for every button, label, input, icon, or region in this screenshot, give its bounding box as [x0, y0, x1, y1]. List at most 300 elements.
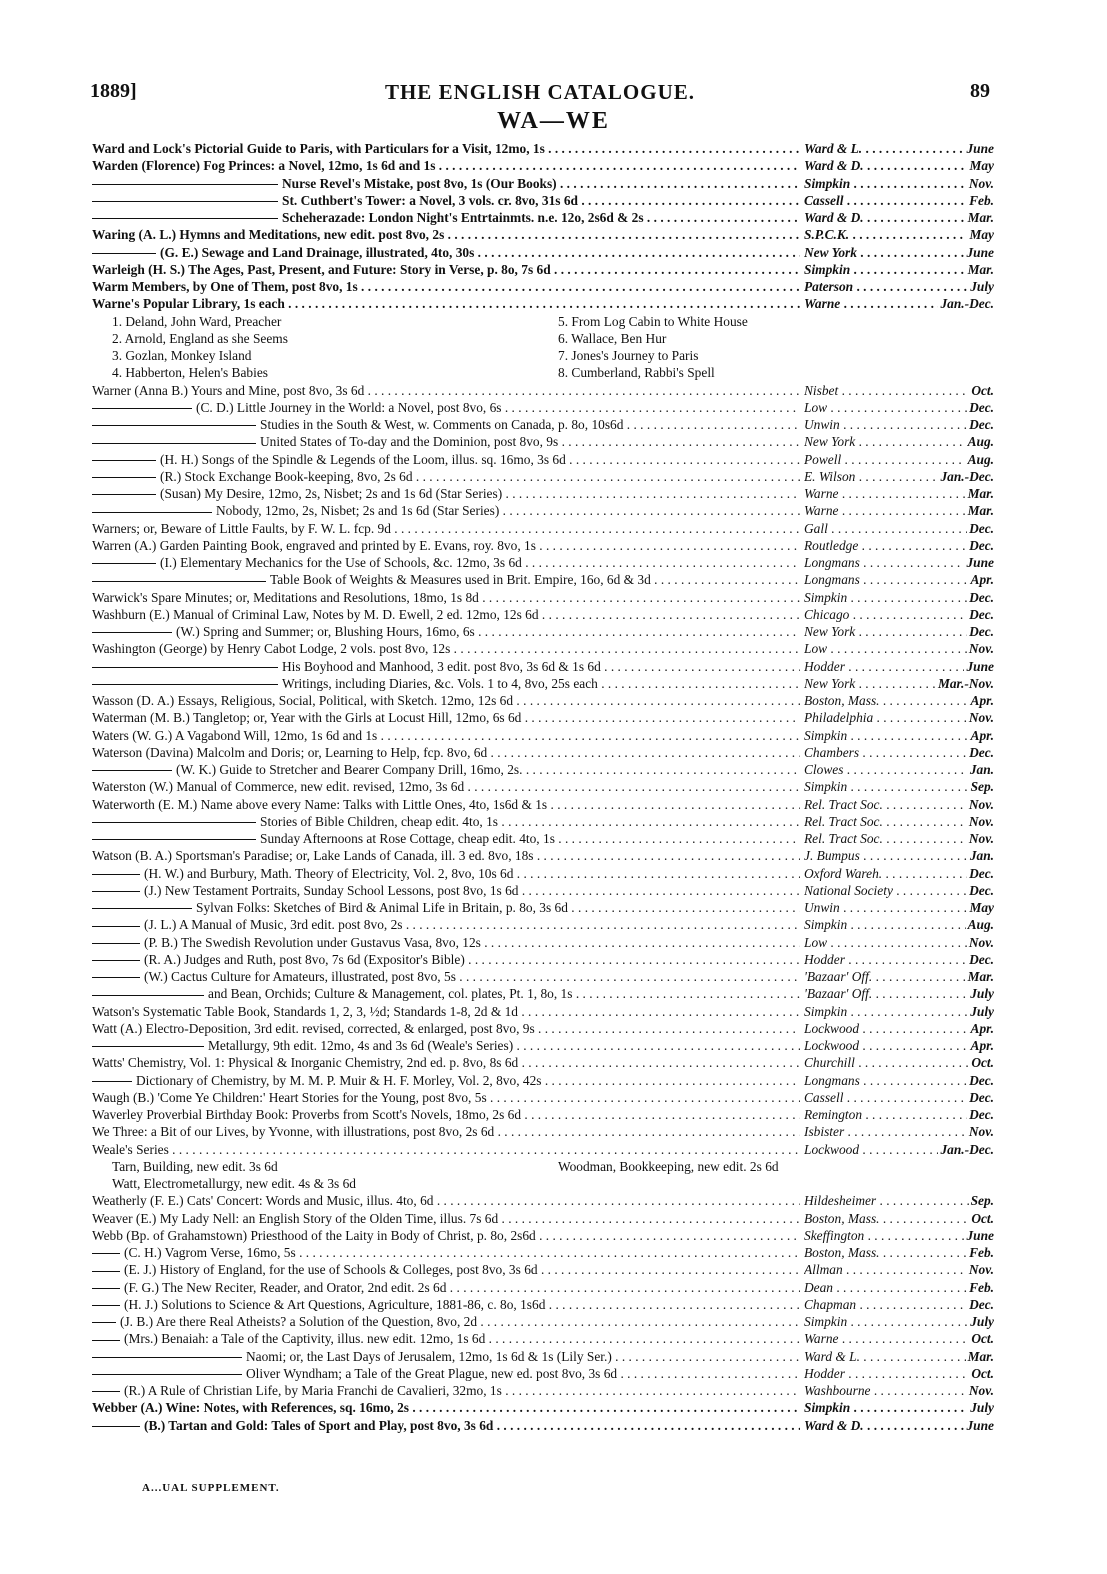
ditto-rule — [92, 1271, 120, 1272]
entry-publisher: Warne . . . — [804, 1330, 994, 1347]
entry-description — [92, 640, 800, 657]
sub-list-item: 5. From Log Cabin to White House — [558, 313, 748, 329]
catalogue-entry — [92, 847, 994, 864]
entry-description — [92, 623, 800, 640]
entry-description — [92, 985, 800, 1002]
entry-publisher: Chapman . . . — [804, 1296, 994, 1313]
catalogue-entry — [92, 882, 994, 899]
entry-text: (C. D.) Little Journey in the World: a Novel, post 8vo, 6s — [196, 399, 502, 415]
ditto-rule — [92, 1357, 242, 1358]
entry-date: Oct. — [971, 382, 994, 398]
ditto-rule — [92, 943, 140, 944]
entry-publisher: Chambers . . . — [804, 744, 994, 761]
entry-publisher: Hildesheimer . . . — [804, 1192, 994, 1209]
entry-publisher: Unwin . . . — [804, 416, 994, 433]
entry-date: Apr. — [970, 1038, 994, 1053]
entry-text: (R.) A Rule of Christian Life, by Maria Franchi de Cavalieri, 32mo, 1s — [124, 1383, 502, 1398]
entry-text: Waters (W. G.) A Vagabond Will, 12mo, 1s 6d and 1s — [92, 727, 378, 743]
ditto-rule — [92, 770, 172, 771]
sub-list-row — [92, 364, 994, 381]
entry-date: Dec. — [969, 537, 994, 553]
entry-description — [92, 1261, 800, 1278]
entry-description — [92, 1296, 800, 1313]
page-number: 89 — [970, 80, 990, 102]
catalogue-entry — [92, 916, 994, 933]
entry-text: Nobody, 12mo, 2s, Nisbet; 2s and 1s 6d (Star Series) — [216, 503, 500, 519]
catalogue-entry — [92, 1382, 994, 1399]
entry-text: (H. J.) Solutions to Science & Art Questions, Agriculture, 1881-86, c. 8o, 1s6d — [124, 1296, 546, 1312]
entry-publisher: Warne . . . — [804, 502, 994, 519]
catalogue-entry — [92, 1020, 994, 1037]
ditto-rule — [92, 1305, 120, 1306]
entry-text: Table Book of Weights & Measures used in Brit. Empire, 16o, 6d & 3d — [270, 572, 651, 588]
catalogue-entry — [92, 1210, 994, 1227]
entry-description — [92, 934, 800, 951]
entry-text: Waring (A. L.) Hymns and Meditations, new edit. post 8vo, 2s — [92, 227, 445, 243]
sub-list-row — [92, 1175, 994, 1192]
entry-date: Mar. — [967, 969, 994, 984]
entry-date: Aug. — [967, 434, 994, 450]
entry-text: (W. K.) Guide to Stretcher and Bearer Company Drill, 16mo, 2s. — [176, 762, 523, 777]
entry-description — [92, 278, 800, 295]
entry-description — [92, 382, 800, 399]
entry-text: (Mrs.) Benaiah: a Tale of the Captivity, illus. new edit. 12mo, 1s 6d — [124, 1331, 486, 1347]
entry-date: Aug. — [967, 451, 994, 467]
entry-text: Webb (Bp. of Grahamstown) Priesthood of the Laity in Body of Christ, p. 8o, 2s6d — [92, 1227, 536, 1243]
catalogue-entry — [92, 244, 994, 261]
entry-text: (R.) Stock Exchange Book-keeping, 8vo, 2s 6d — [160, 468, 413, 484]
entry-text: (W.) Cactus Culture for Amateurs, illustrated, post 8vo, 5s — [144, 969, 456, 984]
entry-publisher: Gall . . . — [804, 520, 994, 537]
ditto-rule — [92, 1081, 132, 1082]
entry-publisher: Washbourne . . . — [804, 1382, 994, 1399]
entry-date: Nov. — [968, 1383, 994, 1398]
catalogue-entry — [92, 813, 994, 830]
entry-text: Warner (Anna B.) Yours and Mine, post 8vo, 3s 6d — [92, 382, 365, 398]
catalogue-entries — [92, 140, 994, 1434]
entry-publisher: Cassell . . . — [804, 1089, 994, 1106]
entry-text: Stories of Bible Children, cheap edit. 4to, 1s — [260, 813, 499, 829]
ditto-rule — [92, 1253, 120, 1254]
sub-list-row — [92, 347, 994, 364]
entry-description — [92, 606, 800, 623]
entry-description — [92, 554, 800, 571]
catalogue-entry — [92, 1313, 994, 1330]
catalogue-entry — [92, 226, 994, 243]
entry-description — [92, 537, 800, 554]
ditto-rule — [92, 1391, 120, 1392]
catalogue-entry — [92, 140, 994, 157]
entry-publisher: Ward & D. . . . — [804, 157, 994, 174]
entry-description — [92, 899, 800, 916]
entry-date: Dec. — [969, 951, 994, 967]
catalogue-entry — [92, 1037, 994, 1054]
entry-description — [92, 192, 800, 209]
entry-description — [92, 1020, 800, 1037]
entry-description — [92, 175, 800, 192]
catalogue-entry — [92, 640, 994, 657]
entry-description — [92, 1227, 800, 1244]
ditto-rule — [92, 408, 192, 409]
entry-description — [92, 968, 800, 985]
catalogue-entry — [92, 1003, 994, 1020]
entry-text: Warleigh (H. S.) The Ages, Past, Present, and Future: Story in Verse, p. 8o, 7s 6d — [92, 261, 551, 277]
catalogue-entry — [92, 830, 994, 847]
entry-description — [92, 1106, 800, 1123]
entry-text: Warners; or, Beware of Little Faults, by F. W. L. fcp. 9d — [92, 520, 391, 536]
entry-publisher: National Society . . . — [804, 882, 994, 899]
entry-publisher: Low . . . — [804, 640, 994, 657]
catalogue-entry — [92, 192, 994, 209]
entry-publisher: Hodder . . . — [804, 951, 994, 968]
catalogue-entry — [92, 157, 994, 174]
entry-date: Dec. — [969, 606, 994, 622]
entry-publisher: Low . . . — [804, 399, 994, 416]
entry-date: Dec. — [969, 865, 994, 881]
section-heading: WA—WE — [497, 108, 610, 134]
entry-date: July — [970, 1314, 994, 1329]
entry-text: Waterston (W.) Manual of Commerce, new edit. revised, 12mo, 3s 6d — [92, 779, 465, 795]
entry-date: June — [966, 141, 994, 156]
entry-description — [92, 692, 800, 709]
entry-date: Mar. — [967, 503, 994, 519]
catalogue-entry — [92, 1261, 994, 1278]
entry-text: Waterworth (E. M.) Name above every Name: Talks with Little Ones, 4to, 1s6d & 1s — [92, 796, 548, 812]
catalogue-entry — [92, 537, 994, 554]
entry-text: Warden (Florence) Fog Princes: a Novel, 12mo, 1s 6d and 1s — [92, 158, 436, 174]
catalogue-entry — [92, 1123, 994, 1140]
entry-date: Apr. — [970, 1020, 994, 1036]
sub-list-row — [92, 1158, 994, 1175]
entry-date: Nov. — [968, 710, 994, 726]
catalogue-entry — [92, 899, 994, 916]
ditto-rule — [92, 632, 172, 633]
catalogue-entry — [92, 1279, 994, 1296]
catalogue-entry — [92, 778, 994, 795]
entry-publisher: J. Bumpus . . . — [804, 847, 994, 864]
entry-date: Nov. — [968, 1262, 994, 1278]
catalogue-entry — [92, 968, 994, 985]
catalogue-entry — [92, 1192, 994, 1209]
catalogue-entry — [92, 416, 994, 433]
entry-description — [92, 485, 800, 502]
entry-date: Jan.-Dec. — [940, 1141, 994, 1157]
ditto-rule — [92, 926, 140, 927]
catalogue-entry — [92, 951, 994, 968]
ditto-rule — [92, 512, 212, 513]
entry-date: June — [966, 658, 994, 674]
entry-date: Dec. — [969, 589, 994, 605]
entry-text: Waterman (M. B.) Tangletop; or, Year with the Girls at Locust Hill, 12mo, 6s 6d — [92, 710, 522, 726]
entry-publisher: Lockwood . . . — [804, 1020, 994, 1037]
catalogue-entry — [92, 554, 994, 571]
entry-text: (P. B.) The Swedish Revolution under Gustavus Vasa, 8vo, 12s — [144, 934, 481, 950]
entry-date: July — [970, 1003, 994, 1019]
entry-description — [92, 589, 800, 606]
entry-text: Ward and Lock's Pictorial Guide to Paris, with Particulars for a Visit, 12mo, 1s — [92, 141, 545, 156]
entry-date: Nov. — [968, 831, 994, 846]
entry-text: (Susan) My Desire, 12mo, 2s, Nisbet; 2s and 1s 6d (Star Series) — [160, 486, 503, 501]
ditto-rule — [92, 218, 278, 219]
sub-list-item: Woodman, Bookkeeping, new edit. 2s 6d — [558, 1158, 779, 1174]
entry-description — [92, 778, 800, 795]
entry-text: St. Cuthbert's Tower: a Novel, 3 vols. cr. 8vo, 31s 6d — [282, 192, 578, 208]
entry-description — [92, 468, 800, 485]
entry-text: and Bean, Orchids; Culture & Management, col. plates, Pt. 1, 8o, 1s — [208, 986, 573, 1002]
entry-text: United States of To-day and the Dominion, post 8vo, 9s — [260, 434, 559, 450]
entry-description — [92, 813, 800, 830]
entry-date: July — [970, 986, 994, 1002]
entry-description — [92, 847, 800, 864]
entry-publisher: New York . . . — [804, 623, 994, 640]
entry-date: Dec. — [969, 1107, 994, 1122]
entry-date: Dec. — [969, 882, 994, 898]
catalogue-entry — [92, 261, 994, 278]
entry-text: Studies in the South & West, w. Comments on Canada, p. 8o, 10s6d — [260, 417, 624, 432]
entry-date: Nov. — [968, 934, 994, 950]
ditto-rule — [92, 1322, 116, 1323]
entry-date: June — [966, 555, 994, 570]
entry-date: Oct. — [971, 1055, 994, 1071]
entry-publisher: Lockwood . . . — [804, 1141, 994, 1158]
catalogue-entry — [92, 468, 994, 485]
entry-date: Mar. — [967, 1348, 994, 1364]
entry-publisher: Cassell . . . — [804, 192, 994, 209]
entry-text: Watson (B. A.) Sportsman's Paradise; or, Lake Lands of Canada, ill. 3 ed. 8vo, 18s — [92, 848, 534, 864]
entry-publisher: Nisbet . . . — [804, 382, 994, 399]
entry-publisher: New York . . . — [804, 244, 994, 261]
catalogue-entry — [92, 744, 994, 761]
entry-date: Nov. — [968, 813, 994, 829]
catalogue-entry — [92, 571, 994, 588]
catalogue-entry — [92, 796, 994, 813]
catalogue-entry — [92, 451, 994, 468]
ditto-rule — [92, 1340, 120, 1341]
entry-description — [92, 520, 800, 537]
entry-text: (J. L.) A Manual of Music, 3rd edit. post 8vo, 2s — [144, 917, 403, 933]
entry-description — [92, 951, 800, 968]
entry-publisher: Ward & L. . . . — [804, 140, 994, 157]
entry-text: Warwick's Spare Minutes; or, Meditations and Resolutions, 18mo, 1s 8d — [92, 589, 479, 605]
catalogue-entry — [92, 1227, 994, 1244]
entry-publisher: Hodder . . . — [804, 1365, 994, 1382]
entry-publisher: 'Bazaar' Off. . . . — [804, 985, 994, 1002]
sub-list-item: 2. Arnold, England as she Seems — [112, 330, 288, 346]
entry-description — [92, 916, 800, 933]
entry-text: Warren (A.) Garden Painting Book, engraved and printed by E. Evans, roy. 8vo, 1s — [92, 537, 536, 553]
entry-date: Jan. — [969, 848, 994, 864]
entry-publisher: Warne . . . — [804, 485, 994, 502]
entry-publisher: Remington . . . — [804, 1106, 994, 1123]
entry-publisher: Ward & L. . . . — [804, 1348, 994, 1365]
catalogue-entry — [92, 589, 994, 606]
entry-text: Weaver (E.) My Lady Nell: an English Story of the Olden Time, illus. 7s 6d — [92, 1210, 499, 1226]
entry-publisher: Powell . . . — [804, 451, 994, 468]
entry-description — [92, 744, 800, 761]
entry-description — [92, 1123, 800, 1140]
entry-publisher: Simpkin . . . — [804, 778, 994, 795]
entry-publisher: Simpkin . . . — [804, 727, 994, 744]
catalogue-entry — [92, 520, 994, 537]
entry-description — [92, 1141, 800, 1158]
catalogue-entry — [92, 675, 994, 692]
entry-date: June — [966, 244, 994, 260]
ditto-rule — [92, 874, 140, 875]
entry-description — [92, 1089, 800, 1106]
entry-date: July — [970, 279, 994, 294]
entry-publisher: E. Wilson . . . — [804, 468, 994, 485]
entry-text: Oliver Wyndham; a Tale of the Great Plague, new ed. post 8vo, 3s 6d — [246, 1365, 618, 1381]
entry-date: May — [969, 158, 994, 174]
catalogue-entry — [92, 1399, 994, 1416]
entry-date: Jan.-Dec. — [940, 296, 994, 312]
entry-date: Nov. — [968, 175, 994, 191]
entry-publisher: Clowes . . . — [804, 761, 994, 778]
catalogue-entry — [92, 865, 994, 882]
entry-date: Apr. — [970, 572, 994, 588]
ditto-rule — [92, 1426, 140, 1427]
ditto-rule — [92, 1374, 242, 1375]
sub-list-item: 7. Jones's Journey to Paris — [558, 348, 699, 363]
catalogue-entry — [92, 606, 994, 623]
entry-text: Weatherly (F. E.) Cats' Concert: Words and Music, illus. 4to, 6d — [92, 1193, 434, 1209]
entry-description — [92, 1382, 800, 1399]
entry-text: Wasson (D. A.) Essays, Religious, Social, Political, with Sketch. 12mo, 12s 6d — [92, 693, 514, 708]
catalogue-entry — [92, 1089, 994, 1106]
entry-date: Dec. — [969, 1072, 994, 1088]
catalogue-entry — [92, 502, 994, 519]
entry-date: Dec. — [969, 1296, 994, 1312]
entry-publisher: Boston, Mass. . . . — [804, 692, 994, 709]
entry-description — [92, 1054, 800, 1071]
entry-date: Aug. — [967, 917, 994, 933]
entry-publisher: Rel. Tract Soc. . . . — [804, 813, 994, 830]
ditto-rule — [92, 977, 140, 978]
entry-text: Scheherazade: London Night's Entrtainmts. n.e. 12o, 2s6d & 2s — [282, 210, 644, 225]
entry-text: (J. B.) Are there Real Atheists? a Solution of the Question, 8vo, 2d — [120, 1314, 478, 1329]
catalogue-entry — [92, 934, 994, 951]
entry-text: Metallurgy, 9th edit. 12mo, 4s and 3s 6d (Weale's Series) — [208, 1038, 514, 1053]
entry-publisher: Churchill . . . — [804, 1054, 994, 1071]
catalogue-entry — [92, 727, 994, 744]
entry-date: Oct. — [971, 1365, 994, 1381]
entry-description — [92, 140, 800, 157]
entry-description — [92, 261, 800, 278]
catalogue-entry — [92, 1244, 994, 1261]
entry-publisher: Simpkin . . . — [804, 589, 994, 606]
entry-date: June — [966, 1227, 994, 1243]
catalogue-entry — [92, 1072, 994, 1089]
entry-description — [92, 1244, 800, 1261]
entry-description — [92, 1072, 800, 1089]
entry-text: Watt (A.) Electro-Deposition, 3rd edit. revised, corrected, & enlarged, post 8vo, 9s — [92, 1020, 535, 1036]
catalogue-entry — [92, 1348, 994, 1365]
ditto-rule — [92, 563, 156, 564]
header-year: 1889] — [90, 80, 137, 102]
entry-description — [92, 244, 800, 261]
entry-description — [92, 209, 800, 226]
entry-publisher: Warne . . . — [804, 295, 994, 312]
entry-date: Nov. — [968, 1124, 994, 1140]
ditto-rule — [92, 477, 156, 478]
entry-date: Nov. — [968, 796, 994, 812]
entry-publisher: Paterson . . . — [804, 278, 994, 295]
ditto-rule — [92, 443, 256, 444]
entry-publisher: Longmans . . . — [804, 554, 994, 571]
catalogue-entry — [92, 1296, 994, 1313]
entry-text: (J.) New Testament Portraits, Sunday School Lessons, post 8vo, 1s 6d — [144, 882, 519, 898]
entry-publisher: Simpkin . . . — [804, 1003, 994, 1020]
ditto-rule — [92, 1288, 120, 1289]
entry-text: Watts' Chemistry, Vol. 1: Physical & Inorganic Chemistry, 2nd ed. p. 8vo, 8s 6d — [92, 1055, 519, 1071]
entry-description — [92, 433, 800, 450]
entry-description — [92, 882, 800, 899]
entry-date: Apr. — [970, 693, 994, 708]
ditto-rule — [92, 839, 256, 840]
ditto-rule — [92, 667, 278, 668]
entry-description — [92, 1279, 800, 1296]
entry-text: (G. E.) Sewage and Land Drainage, illustrated, 4to, 30s — [160, 244, 475, 260]
entry-date: Oct. — [971, 1210, 994, 1226]
sub-list-item: Tarn, Building, new edit. 3s 6d — [112, 1158, 278, 1174]
entry-publisher: Rel. Tract Soc. . . . — [804, 796, 994, 813]
entry-date: Dec. — [969, 744, 994, 760]
entry-text: (I.) Elementary Mechanics for the Use of Schools, &c. 12mo, 3s 6d — [160, 555, 522, 570]
ditto-rule — [92, 1046, 204, 1047]
catalogue-entry — [92, 709, 994, 726]
ditto-rule — [92, 581, 266, 582]
entry-description — [92, 1037, 800, 1054]
ditto-rule — [92, 425, 256, 426]
entry-text: (C. H.) Vagrom Verse, 16mo, 5s — [124, 1245, 296, 1260]
entry-text: (H. W.) and Burbury, Math. Theory of Electricity, Vol. 2, 8vo, 10s 6d — [144, 865, 514, 881]
entry-description — [92, 451, 800, 468]
sub-list-item: 6. Wallace, Ben Hur — [558, 330, 667, 346]
entry-publisher: Philadelphia . . . — [804, 709, 994, 726]
entry-description — [92, 761, 800, 778]
entry-date: Sep. — [970, 1193, 994, 1209]
entry-date: Sep. — [970, 779, 994, 795]
entry-date: Feb. — [969, 1279, 994, 1295]
catalogue-entry — [92, 1417, 994, 1434]
ditto-rule — [92, 460, 156, 461]
ditto-rule — [92, 908, 192, 909]
entry-publisher: New York . . . — [804, 675, 994, 692]
entry-description — [92, 658, 800, 675]
entry-description — [92, 399, 800, 416]
entry-description — [92, 1417, 800, 1434]
catalogue-entry — [92, 1330, 994, 1347]
sub-list-row — [92, 313, 994, 330]
entry-text: Sylvan Folks: Sketches of Bird & Animal Life in Britain, p. 8o, 3s 6d — [196, 900, 568, 915]
entry-publisher: Simpkin . . . — [804, 175, 994, 192]
entry-text: Writings, including Diaries, &c. Vols. 1 to 4, 8vo, 25s each — [282, 675, 598, 691]
entry-date: Mar. — [967, 486, 994, 501]
entry-publisher: Skeffington . . . — [804, 1227, 994, 1244]
entry-publisher: New York . . . — [804, 433, 994, 450]
entry-date: Dec. — [969, 1089, 994, 1105]
entry-date: Jan. — [969, 762, 994, 777]
entry-date: Jan.-Dec. — [940, 468, 994, 484]
catalogue-entry — [92, 209, 994, 226]
entry-description — [92, 416, 800, 433]
entry-text: Waterson (Davina) Malcolm and Doris; or, Learning to Help, fcp. 8vo, 6d — [92, 744, 488, 760]
entry-description — [92, 796, 800, 813]
entry-text: (H. H.) Songs of the Spindle & Legends of the Loom, illus. sq. 16mo, 3s 6d — [160, 451, 566, 467]
entry-description — [92, 295, 800, 312]
catalogue-entry — [92, 382, 994, 399]
ditto-rule — [92, 684, 278, 685]
